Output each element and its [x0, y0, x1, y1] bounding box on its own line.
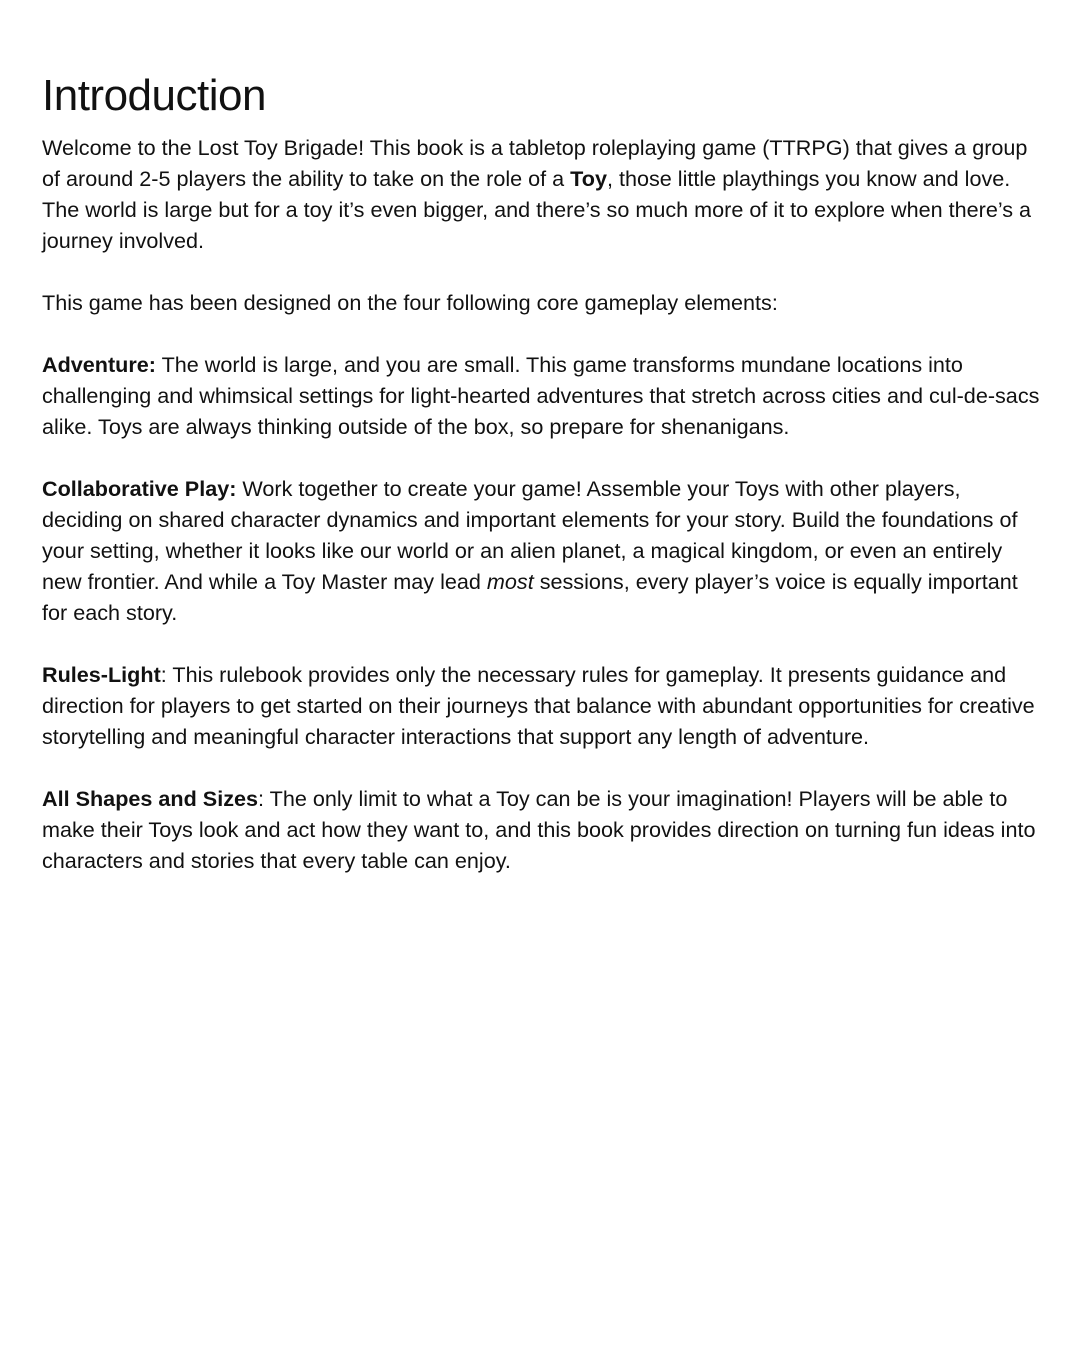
shapes-sizes-label: All Shapes and Sizes	[42, 786, 259, 811]
intro-paragraph	[42, 132, 1042, 256]
lead-paragraph: This game has been designed on the four following core gameplay elements:	[42, 290, 778, 315]
adventure-label: Adventure:	[42, 352, 156, 377]
shapes-sizes-paragraph	[42, 783, 1042, 876]
intro-text-1: Welcome to the Lost Toy Brigade! This book is a tabletop roleplaying game (TTRPG) that gives a group of around 2-5 players the ability to take on the role of a	[42, 135, 1028, 191]
collaborative-play-text-2: sessions, every player’s voice is equally important for each story.	[42, 569, 1018, 625]
adventure-text: The world is large, and you are small. This game transforms mundane locations into challenging and whimsical settings for light-hearted adventures that stretch across cities and cul-de-sacs alike. Toys are always thinking outside of the box, so prepare for shenanigans.	[42, 352, 1040, 439]
page-title: Introduction	[42, 71, 266, 120]
adventure-paragraph	[42, 349, 1042, 442]
collaborative-play-text-1: Work together to create your game! Assemble your Toys with other players, deciding on shared character dynamics and important elements for your story. Build the foundations of your setting, whether it looks like our world or an alien planet, a magical kingdom, or even an entirely new frontier. And while a Toy Master may lead	[42, 476, 1018, 594]
rules-light-paragraph	[42, 659, 1042, 752]
collaborative-play-label: Collaborative Play:	[42, 476, 237, 501]
shapes-sizes-text: : The only limit to what a Toy can be is your imagination! Players will be able to make their Toys look and act how they want to, and this book provides direction on turning fun ideas into characters and stories that every table can enjoy.	[42, 786, 1036, 873]
rules-light-label: Rules-Light	[42, 662, 161, 687]
intro-bold-term: Toy	[570, 166, 607, 191]
document-page	[42, 70, 1042, 907]
collaborative-play-paragraph	[42, 473, 1042, 628]
collaborative-play-italic: most	[486, 569, 534, 594]
intro-text-2: , those little playthings you know and love. The world is large but for a toy it’s even bigger, and there’s so much more of it to explore when there’s a journey involved.	[42, 166, 1032, 253]
rules-light-text: : This rulebook provides only the necessary rules for gameplay. It presents guidance and direction for players to get started on their journeys that balance with abundant opportunities for creative storytelling and meaningful character interactions that support any length of adventure.	[42, 662, 1035, 749]
